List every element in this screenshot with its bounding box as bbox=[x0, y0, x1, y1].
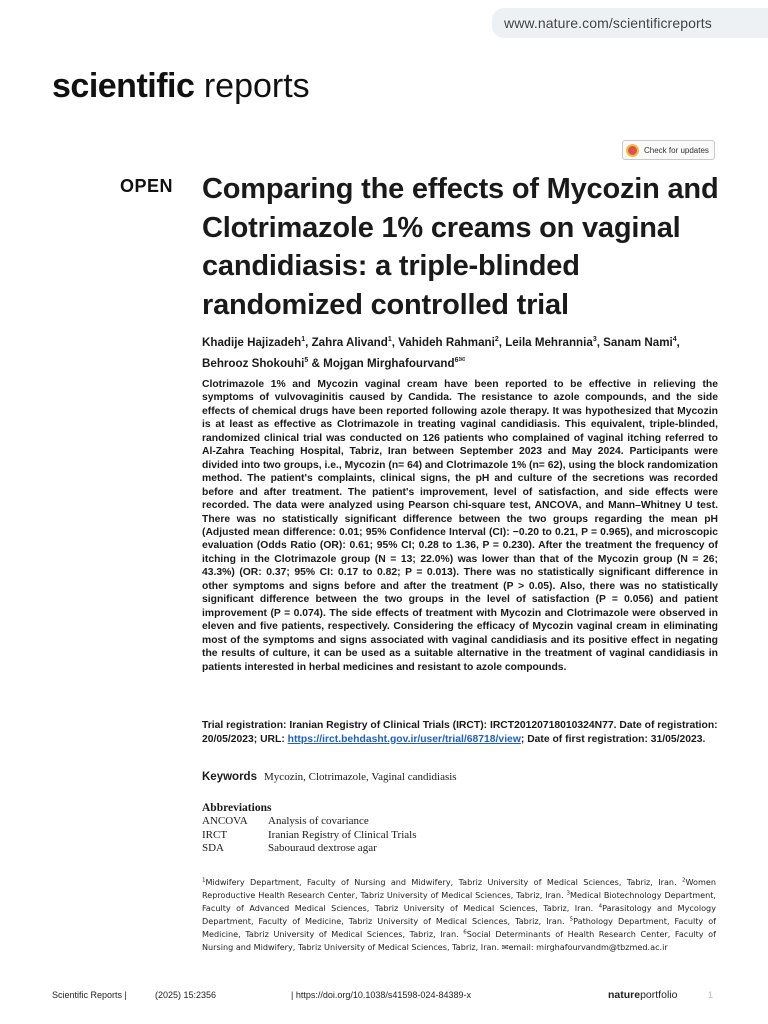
keywords-label: Keywords bbox=[202, 771, 257, 783]
affiliation-text: Parasitology and Mycology Department, Faculty of Medicine, Tabriz University of Medical Sciences, Tabriz, Iran. bbox=[202, 902, 716, 926]
author-name[interactable]: Vahideh Rahmani bbox=[398, 336, 495, 349]
author-separator: & bbox=[308, 356, 324, 370]
abbreviation-meaning: Iranian Registry of Clinical Trials bbox=[268, 828, 417, 841]
journal-url-tab[interactable] bbox=[492, 8, 768, 38]
affiliation-number: 6 bbox=[463, 928, 467, 935]
author-separator: , bbox=[391, 336, 399, 349]
journal-logo-light: reports bbox=[203, 67, 310, 105]
author-name[interactable]: Behrooz Shokouhi bbox=[202, 356, 305, 370]
check-for-updates-label: Check for updates bbox=[644, 145, 709, 155]
trial-registration bbox=[202, 719, 718, 746]
abstract: Clotrimazole 1% and Mycozin vaginal cream have been reported to be effective in relieving the symptoms of vulvovaginitis caused by Candida. The resistance to azole compounds, and the side effects of chemical drugs have been reported following azole therapy. It was hypothesized that Mycozin is at least as effective as Clotrimazole in treating vaginal candidiasis. This equivalent, triple-blinded, randomized clinical trial was conducted on 126 patients who complained of vaginal itching referred to Al-Zahra Teaching Hospital, Tabriz, Iran between September 2023 and May 2024. Participants were divided into two groups, i.e., Mycozin (n= 64) and Clotrimazole 1% (n= 62), using the block randomization method. The patient's complaints, clinical signs, the pH and culture of the secretions was recorded before and after treatment. The patient's improvement, level of satisfaction, and side effects were recorded. The data were analyzed using Pearson chi-square test, ANCOVA, and Mann–Whitney U test. There was no statistically significant difference between the two groups regarding the mean pH (Adjusted mean difference: 0.01; 95% Confidence Interval (CI): −0.20 to 0.21, P = 0.965), and microscopic evaluation (Odds Ratio (OR): 0.61; 95% CI; 0.28 to 1.36, P = 0.230). After the treatment the frequency of itching in the Clotrimazole group (N = 13; 22.0%) was lower than that of the Mycozin group (N = 26; 43.3%) (OR: 0.37; 95% CI: 0.17 to 0.82; P = 0.013). There was no statistically significant difference in other symptoms and signs before and after the treatment (P > 0.05). Also, there was no statistically significant difference between the two groups in the level of satisfaction (P = 0.056) and patient improvement (P = 0.074). The side effects of treatment with Mycozin and Clotrimazole were observed in eleven and five patients, respectively. Considering the efficacy of Mycozin vaginal cream in eliminating most of the symptoms and signs associated with vaginal candidiasis and its positive effect in negating the results of culture, it can be used as a suitable alternative in the treatment of vaginal candidiasis in patients interested in herbal medicines and resistant to azole compounds. bbox=[202, 379, 718, 673]
abbreviation-meaning: Sabouraud dextrose agar bbox=[268, 842, 377, 855]
corresponding-email[interactable]: email: mirghafourvandm@tbzmed.ac.ir bbox=[508, 941, 668, 952]
check-for-updates-button[interactable] bbox=[622, 140, 715, 160]
author-affiliation-marker: 5 bbox=[304, 357, 309, 364]
publisher-logo-bold: nature bbox=[608, 989, 641, 1001]
keywords bbox=[202, 771, 718, 783]
journal-logo-bold: scientific bbox=[52, 67, 195, 105]
affiliation-number: 1 bbox=[202, 877, 206, 884]
affiliation-number: 4 bbox=[598, 903, 603, 910]
crossmark-icon bbox=[626, 144, 639, 157]
affiliation-number: 2 bbox=[682, 877, 686, 884]
abbreviations bbox=[202, 801, 718, 856]
author-affiliation-marker: 4 bbox=[672, 336, 677, 344]
author-list bbox=[202, 334, 722, 372]
affiliation-text: Medical Biotechnology Department, Faculty of Advanced Medical Sciences, Tabriz University of Medical Sciences, Tabriz, Iran. bbox=[202, 889, 716, 913]
author-separator: , bbox=[596, 336, 604, 349]
abbreviation-code: IRCT bbox=[202, 828, 228, 841]
abbreviation-row bbox=[202, 842, 718, 856]
author-name[interactable]: Mojgan Mirghafourvand bbox=[323, 356, 455, 370]
affiliation-number: 5 bbox=[569, 916, 574, 923]
author-affiliation-marker: 1 bbox=[387, 336, 392, 344]
affiliations bbox=[202, 876, 716, 953]
article-title: Comparing the effects of Mycozin and Clotrimazole 1% creams on vaginal candidiasis: a triple-blinded randomized controlled trial bbox=[202, 173, 719, 321]
affiliation-text: Women Reproductive Health Research Center, Tabriz University of Medical Sciences, Tabriz, Iran. bbox=[202, 877, 716, 900]
page-number: 1 bbox=[708, 990, 714, 1000]
journal-logo bbox=[52, 66, 310, 106]
registration-prefix: Trial registration: Iranian Registry of Clinical Trials (IRCT): IRCT20120718010324N77. Date of registration: 20/05/2023; URL: bbox=[202, 720, 718, 745]
publisher-logo bbox=[608, 989, 677, 1001]
abbreviations-table bbox=[202, 815, 718, 856]
keywords-list: Mycozin, Clotrimazole, Vaginal candidiasis bbox=[264, 771, 457, 783]
author-affiliation-marker: 3 bbox=[592, 336, 597, 344]
abbreviation-code: ANCOVA bbox=[202, 815, 248, 827]
abbreviation-code: SDA bbox=[202, 842, 225, 855]
author-affiliation-marker: 6 bbox=[454, 357, 459, 364]
author-separator: , bbox=[498, 336, 506, 349]
footer-issue: (2025) 15:2356 bbox=[155, 990, 217, 1000]
affiliation-text: Social Determinants of Health Research Center, Faculty of Nursing and Midwifery, Tabriz University of Medical Sciences, Tabriz, Iran. bbox=[202, 928, 716, 952]
author-name[interactable]: Zahra Alivand bbox=[311, 336, 388, 349]
author-name[interactable]: Khadije Hajizadeh bbox=[202, 336, 302, 349]
affiliation-number: 3 bbox=[566, 890, 570, 897]
registration-link[interactable]: https://irct.behdasht.gov.ir/user/trial/68718/view bbox=[287, 733, 521, 745]
affiliation-text: Midwifery Department, Faculty of Nursing and Midwifery, Tabriz University of Medical Sciences, Tabriz, Iran. bbox=[205, 877, 683, 887]
author-separator: , bbox=[676, 336, 680, 349]
footer-journal: Scientific Reports | bbox=[52, 990, 127, 1000]
author-affiliation-marker: 2 bbox=[494, 336, 499, 344]
journal-url[interactable]: www.nature.com/scientificreports bbox=[504, 15, 712, 31]
author-name[interactable]: Sanam Nami bbox=[603, 336, 673, 349]
abbreviations-heading: Abbreviations bbox=[202, 802, 272, 814]
abbreviation-row bbox=[202, 829, 718, 843]
mail-icon[interactable]: ✉ bbox=[458, 355, 466, 364]
footer-doi-link[interactable]: | https://doi.org/10.1038/s41598-024-84389-x bbox=[291, 990, 471, 1000]
publisher-logo-light: portfolio bbox=[640, 989, 678, 1001]
mail-icon: ✉ bbox=[501, 941, 509, 952]
open-access-label: OPEN bbox=[120, 176, 174, 196]
abbreviation-meaning: Analysis of covariance bbox=[268, 815, 369, 827]
affiliation-text: Pathology Department, Faculty of Medicine, Tabriz University of Medical Sciences, Tabriz, Iran. bbox=[202, 915, 716, 939]
abbreviation-row bbox=[202, 815, 718, 829]
author-separator: , bbox=[305, 336, 312, 349]
page-footer bbox=[52, 990, 716, 1004]
author-name[interactable]: Leila Mehrannia bbox=[505, 336, 593, 349]
registration-suffix: ; Date of first registration: 31/05/2023. bbox=[520, 733, 706, 745]
author-affiliation-marker: 1 bbox=[301, 336, 306, 344]
